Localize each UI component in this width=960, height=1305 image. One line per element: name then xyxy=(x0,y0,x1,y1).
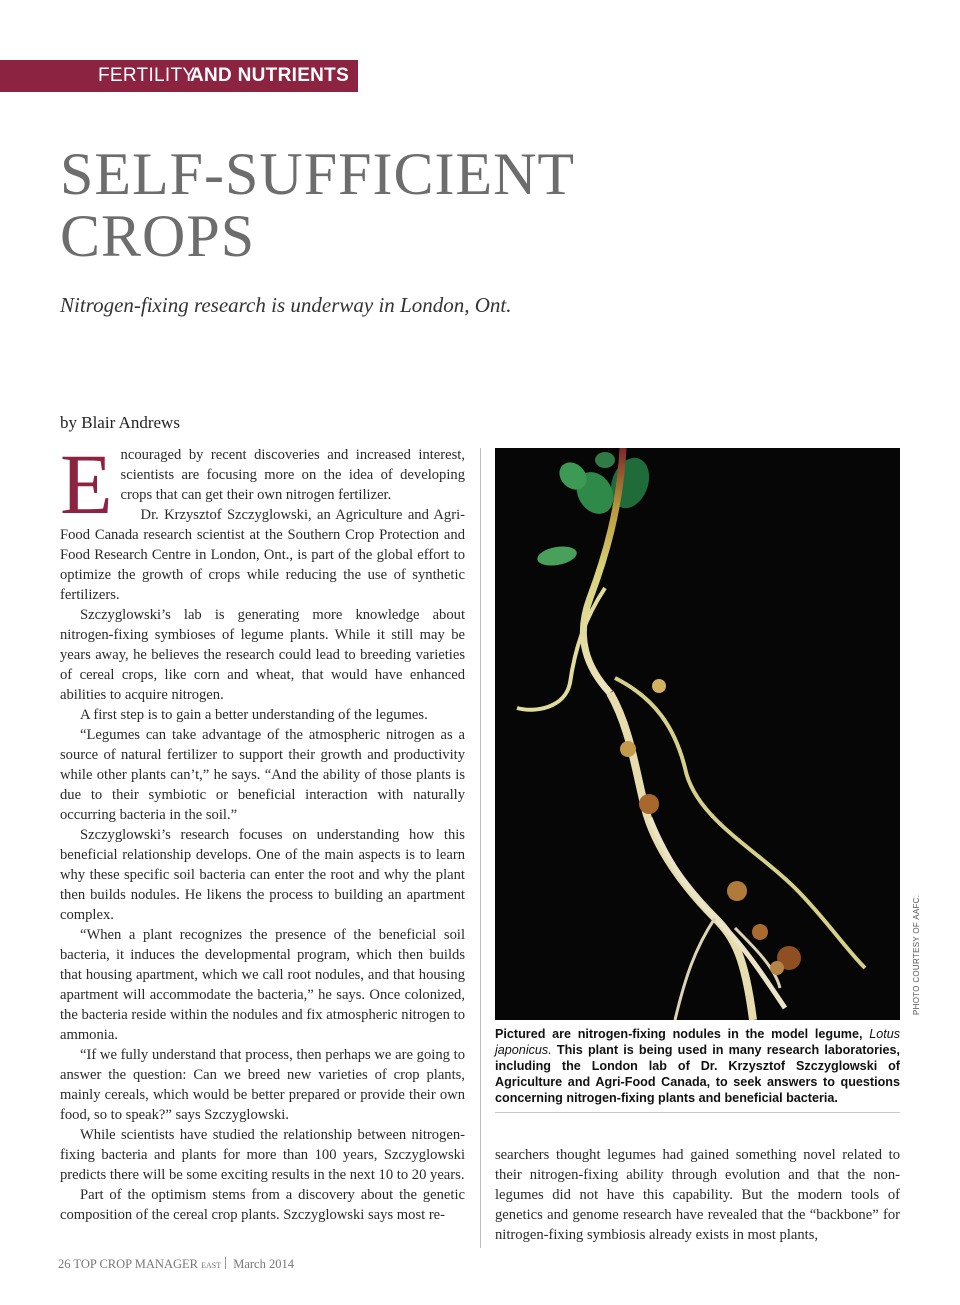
first-paragraph: Encouraged by recent discoveries and increased interest, scientists are focusing more on the idea of developing crops that can get their own nitrogen fertilizer. xyxy=(60,436,465,532)
page-footer xyxy=(58,1257,294,1272)
article-column-right xyxy=(495,1145,900,1245)
paragraph: Part of the optimism stems from a discovery about the genetic composition of the cereal crop plants. Szczyglowski says most re- xyxy=(60,1187,465,1223)
paragraph: Szczyglowski’s research focuses on understanding how this beneficial relationship develops. One of the main aspects is to learn why these specific soil bacteria can enter the root and why the plant then builds nodules. He likens the process to building an apartment complex. xyxy=(60,827,465,923)
section-label-regular: FERTILITY xyxy=(98,65,196,86)
paragraph: Dr. Krzysztof Szczyglowski, an Agriculture and Agri-Food Canada research scientist at the Southern Crop Protection and Food Research Centre in London, Ont., is part of the global effort to optimize the growth of crops while reducing the use of synthetic fertilizers. xyxy=(60,507,465,603)
plant-root-illustration xyxy=(495,448,900,1020)
page-number: 26 xyxy=(58,1257,71,1271)
photo-caption: Pictured are nitrogen-fixing nodules in the model legume, Lotus japonicus. This plant is being used in many research laboratories, including the London lab of Dr. Krzysztof Szczyglowski of Agriculture and Agri-Food Canada, to seek answers to questions concerning nitrogen-fixing plants and beneficial bacteria. xyxy=(495,1027,900,1105)
magazine-name: TOP CROP MANAGER xyxy=(73,1257,198,1271)
magazine-edition: EAST xyxy=(201,1261,222,1270)
caption-divider xyxy=(495,1112,900,1113)
section-label-bold: AND NUTRIENTS xyxy=(190,65,350,86)
article-subtitle: Nitrogen-fixing research is underway in London, Ont. xyxy=(60,293,512,317)
paragraph: Szczyglowski’s lab is generating more knowledge about nitrogen-fixing symbioses of legume plants. While it still may be years away, he believes the research could lead to breeding varieties of cereal crops, like corn and wheat, that would have enhanced abilities to acquire nitrogen. xyxy=(60,607,465,703)
article-title: SELF-SUFFICIENT CROPS xyxy=(60,141,574,269)
column-divider xyxy=(480,448,481,1248)
paragraph: “Legumes can take advantage of the atmospheric nitrogen as a source of natural fertilizer to support their growth and productivity while other plants can’t,” he says. “And the ability of those plants is due to their symbiotic or beneficial interaction with naturally occurring bacteria in the soil.” xyxy=(60,727,465,823)
paragraph: While scientists have studied the relationship between nitrogen-fixing bacteria and plants for more than 100 years, Szczyglowski predicts there will be some exciting results in the next 10 to 20 years. xyxy=(60,1127,465,1183)
caption-species: Lotus japonicus. xyxy=(495,1027,900,1057)
paragraph: “When a plant recognizes the presence of the beneficial soil bacteria, it induces the developmental program, which then builds that housing apartment, which we call root nodules, and that housing apartment will accommodate the bacteria,” he says. Once colonized, the bacteria reside within the nodules and fix atmospheric nitrogen to ammonia. xyxy=(60,927,465,1043)
footer-separator xyxy=(225,1257,226,1269)
article-photo xyxy=(495,448,900,1020)
article-column-left xyxy=(60,436,465,1225)
photo-credit: PHOTO COURTESY OF AAFC. xyxy=(912,894,921,1015)
byline: by Blair Andrews xyxy=(60,413,180,432)
paragraph: “If we fully understand that process, then perhaps we are going to answer the question: Can we breed new varieties of crop plants, mainly cereals, which would be better prepared or provide their own food, so to speak?” says Szczyglowski. xyxy=(60,1047,465,1123)
paragraph: searchers thought legumes had gained something novel related to their nitrogen-fixing ability through evolution and that the non-legumes did not have this capability. But the modern tools of genetics and genome research have revealed that the “backbone” for nitrogen-fixing symbiosis already exists in most plants, xyxy=(495,1147,900,1243)
issue-date: March 2014 xyxy=(233,1257,294,1271)
paragraph: A first step is to gain a better understanding of the legumes. xyxy=(80,707,428,723)
drop-cap: E xyxy=(60,436,113,532)
section-banner xyxy=(0,60,358,92)
